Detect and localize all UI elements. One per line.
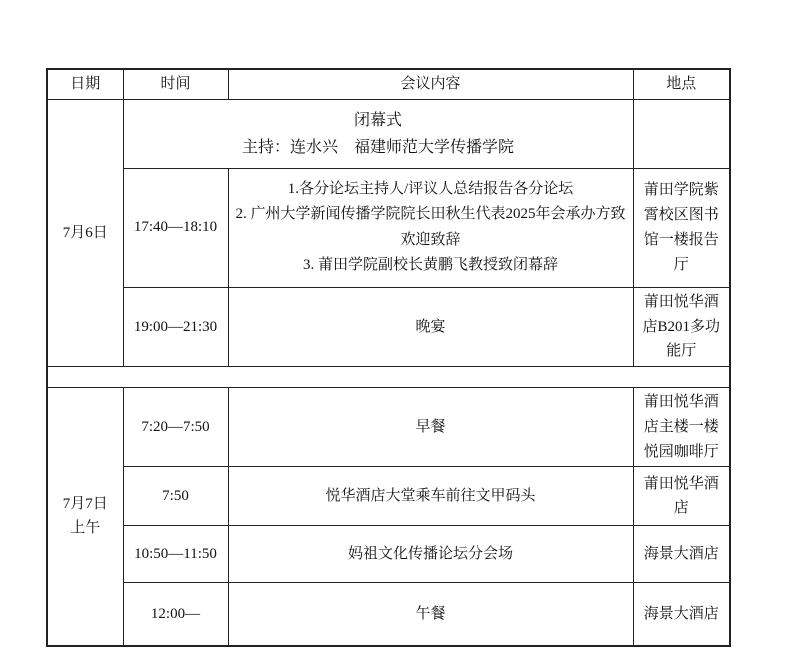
row-breakfast	[47, 388, 730, 467]
location-cell: 海景大酒店	[633, 526, 730, 583]
row-closing-ceremony	[47, 99, 730, 168]
agenda-item-2: 2. 广州大学新闻传播学院院长田秋生代表2025年会承办方致欢迎致辞	[235, 206, 626, 248]
time-cell: 19:00—21:30	[123, 287, 228, 366]
date-cell-july7-morning	[47, 388, 123, 646]
location-cell: 莆田悦华酒店	[633, 467, 730, 526]
row-closing-reports	[47, 168, 730, 287]
agenda-item-3: 3. 莆田学院副校长黄鹏飞教授致闭幕辞	[302, 257, 558, 274]
row-bus-departure	[47, 467, 730, 526]
header-date: 日期	[47, 69, 123, 99]
content-cell: 午餐	[228, 583, 633, 646]
header-time: 时间	[123, 69, 228, 99]
table-header-row	[47, 69, 730, 99]
date-line-1: 7月7日	[62, 495, 108, 512]
row-lunch	[47, 583, 730, 646]
time-cell: 17:40—18:10	[123, 168, 228, 287]
agenda-item-1: 1.各分论坛主持人/评议人总结报告各分论坛	[287, 180, 574, 197]
spacer-cell	[47, 367, 730, 388]
time-cell: 10:50—11:50	[123, 526, 228, 583]
time-cell: 12:00—	[123, 583, 228, 646]
location-cell: 莆田悦华酒店B201多功能厅	[633, 287, 730, 366]
content-cell-agenda-list	[228, 168, 633, 287]
location-cell-empty	[633, 99, 730, 168]
date-cell-july6: 7月6日	[47, 99, 123, 366]
closing-ceremony-host: 主持：连水兴 福建师范大学传播学院	[241, 138, 514, 156]
content-cell: 早餐	[228, 388, 633, 467]
content-cell: 晚宴	[228, 287, 633, 366]
row-mazu-forum	[47, 526, 730, 583]
location-cell: 莆田悦华酒店主楼一楼悦园咖啡厅	[633, 388, 730, 467]
time-cell: 7:50	[123, 467, 228, 526]
conference-schedule-table	[46, 68, 731, 647]
location-cell: 莆田学院紫霄校区图书馆一楼报告厅	[633, 168, 730, 287]
closing-ceremony-cell	[123, 99, 633, 168]
location-cell: 海景大酒店	[633, 583, 730, 646]
header-content: 会议内容	[228, 69, 633, 99]
row-banquet	[47, 287, 730, 366]
section-spacer-row	[47, 367, 730, 388]
time-cell: 7:20—7:50	[123, 388, 228, 467]
closing-ceremony-title: 闭幕式	[353, 111, 402, 129]
date-line-2: 上午	[70, 520, 101, 537]
content-cell: 悦华酒店大堂乘车前往文甲码头	[228, 467, 633, 526]
content-cell: 妈祖文化传播论坛分会场	[228, 526, 633, 583]
header-location: 地点	[633, 69, 730, 99]
